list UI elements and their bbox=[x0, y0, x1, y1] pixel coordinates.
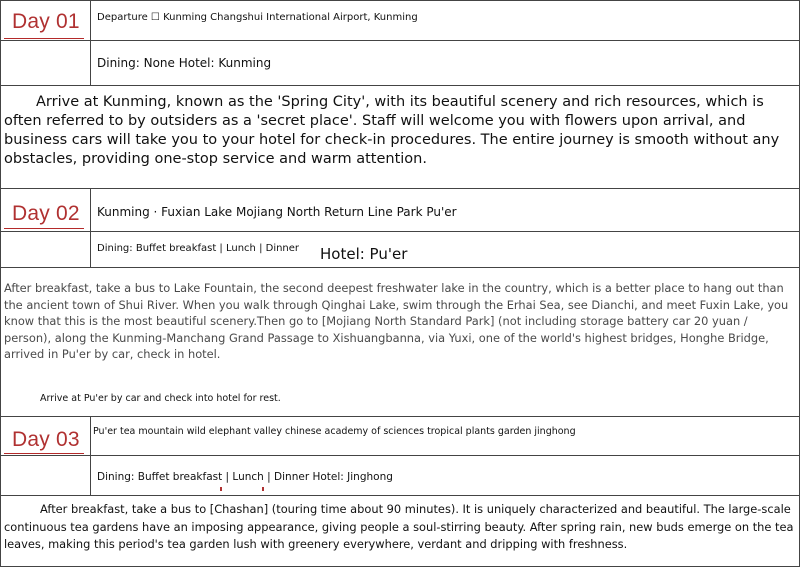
day-underline bbox=[4, 453, 84, 454]
day-label: Day 02 bbox=[12, 202, 80, 225]
column-divider bbox=[90, 0, 91, 85]
day-note: Arrive at Pu'er by car and check into hotel for rest. bbox=[40, 393, 281, 404]
table-divider bbox=[0, 495, 800, 496]
day-info: Dining: None Hotel: Kunming bbox=[97, 56, 272, 70]
table-divider bbox=[0, 455, 800, 456]
day-label: Day 03 bbox=[12, 428, 80, 451]
table-divider bbox=[0, 40, 800, 41]
day-info: Dining: Buffet breakfast | Lunch | Dinner Hotel: Jinghong bbox=[97, 471, 393, 483]
day-route: Departure ☐ Kunming Changshui International Airport, Kunming bbox=[97, 12, 418, 23]
day-hotel: Hotel: Pu'er bbox=[320, 245, 408, 263]
day-dining: Dining: Buffet breakfast | Lunch | Dinner bbox=[97, 243, 300, 254]
table-divider bbox=[0, 416, 800, 417]
day-underline bbox=[4, 38, 84, 39]
table-divider bbox=[0, 85, 800, 86]
table-border-bottom bbox=[0, 566, 800, 567]
day-label: Day 01 bbox=[12, 10, 80, 33]
table-divider bbox=[0, 188, 800, 189]
table-border-left bbox=[0, 0, 1, 567]
day-route: Kunming · Fuxian Lake Mojiang North Return Line Park Pu'er bbox=[97, 205, 457, 219]
day-description: After breakfast, take a bus to Lake Fountain, the second deepest freshwater lake in the country, which is a better place to hang out than the ancient town of Shui River. When you walk through Qinghai Lake, swim through the Erhai Sea, see Dianchi, and meet Fuxin Lake, you know that this is the most beautiful scenery.Then go to [Mojiang North Standard Park] (not including storage battery car 20 yuan / person), along the Kunming-Manchang Grand Passage to Xishuangbanna, via Yuxi, one of the world's highest bridges, Honghe Bridge, arrived in Pu'er by car, check in hotel. bbox=[4, 281, 789, 362]
day-description: After breakfast, take a bus to [Chashan] (touring time about 90 minutes). It is uniquely characterized and beautiful. The large-scale continuous tea gardens have an imposing appearance, giving people a soul-stirring beauty. After spring rain, new buds emerge on the tea leaves, making this period's tea garden lush with greenery everywhere, verdant and dripping with freshness. bbox=[4, 502, 794, 551]
table-border-top bbox=[0, 0, 800, 1]
day-underline bbox=[4, 228, 84, 229]
table-divider bbox=[0, 231, 800, 232]
day-description: Arrive at Kunming, known as the 'Spring City', with its beautiful scenery and rich resources, which is often referred to by outsiders as a 'secret place'. Staff will welcome you with flowers upon arrival, and business cars will take you to your hotel for check-in procedures. The entire journey is smooth without any obstacles, providing one-stop service and warm attention. bbox=[4, 94, 780, 167]
day-route: Pu'er tea mountain wild elephant valley chinese academy of sciences tropical plants garden jinghong bbox=[93, 426, 576, 437]
separator-mark bbox=[220, 487, 222, 491]
column-divider bbox=[90, 416, 91, 495]
column-divider bbox=[90, 188, 91, 267]
separator-mark bbox=[262, 487, 264, 491]
table-divider bbox=[0, 267, 800, 268]
